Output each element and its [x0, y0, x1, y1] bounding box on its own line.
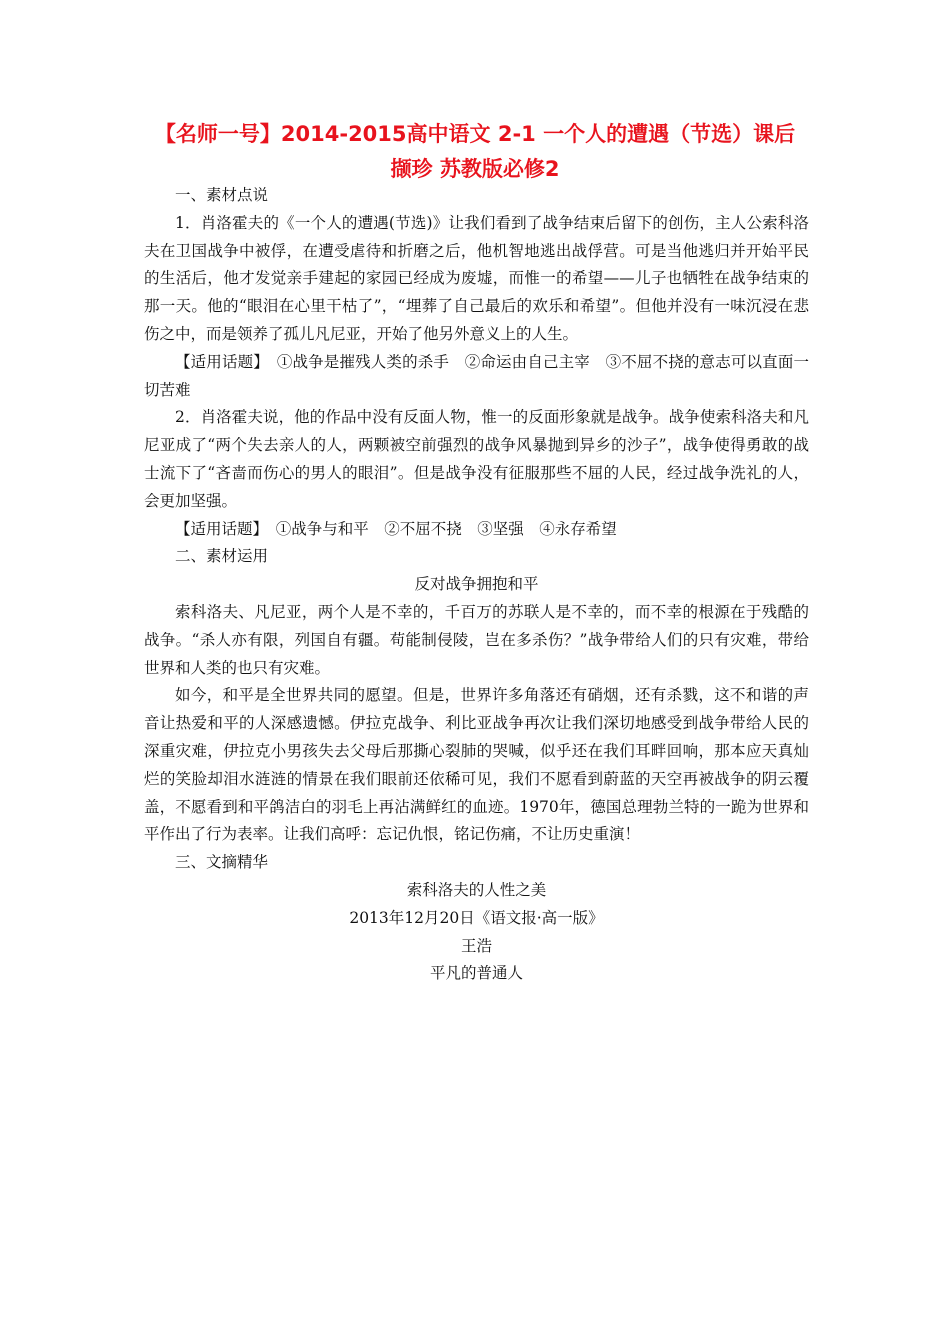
- essay-title: 反对战争拥抱和平: [414, 575, 539, 594]
- topics-2: 【适用话题】 ①战争与和平 ②不屈不挠 ③坚强 ④永存希望: [175, 519, 617, 538]
- document-title-line-1: 【名师一号】2014-2015高中语文 2-1 一个人的遭遇（节选）课后: [154, 122, 796, 146]
- section-heading-2: 二、素材运用: [175, 547, 269, 566]
- paragraph-4: 如今，和平是全世界共同的愿望。但是，世界许多角落还有硝烟，还有杀戮，这不和谐的声音让热爱和平的人深感遗憾。伊拉克战争、利比亚战争再次让我们深切地感受到战争带给人民的深重灾难，伊拉克小男孩失去父母后那撕心裂肺的哭喊，似乎还在我们耳畔回响，那本应天真灿烂的笑脸却泪水涟涟的情景在我们眼前还依稀可见，我们不愿看到蔚蓝的天空再被战争的阴云覆盖，不愿看到和平鸽洁白的羽毛上再沾满鲜红的血迹。1970年，德国总理勃兰特的一跪为世界和平作出了行为表率。让我们高呼：忘记仇恨，铭记伤痛，不让历史重演！: [144, 686, 809, 844]
- paragraph-2: 2．肖洛霍夫说，他的作品中没有反面人物，惟一的反面形象就是战争。战争使索科洛夫和凡尼亚成了“两个失去亲人的人，两颗被空前强烈的战争风暴抛到异乡的沙子”，战争使得勇敢的战士流下了“吝啬而伤心的男人的眼泪”。但是战争没有征服那些不屈的人民，经过战争洗礼的人，会更加坚强。: [144, 408, 809, 510]
- excerpt-subheading: 平凡的普通人: [429, 964, 523, 983]
- section-heading-3: 三、文摘精华: [175, 853, 269, 872]
- excerpt-source: 2013年12月20日《语文报·高一版》: [349, 908, 604, 927]
- section-heading-1: 一、素材点说: [175, 186, 269, 204]
- topics-1: 【适用话题】 ①战争是摧残人类的杀手 ②命运由自己主宰 ③不屈不挠的意志可以直面一切苦难: [144, 352, 809, 399]
- paragraph-1: 1．肖洛霍夫的《一个人的遭遇(节选)》让我们看到了战争结束后留下的创伤，主人公索科洛夫在卫国战争中被俘，在遭受虐待和折磨之后，他机智地逃出战俘营。可是当他逃归并开始平民的生活后，他才发觉亲手建起的家园已经成为废墟，而惟一的希望——儿子也牺牲在战争结束的那一天。他的“眼泪在心里干枯了”，“埋葬了自己最后的欢乐和希望”。但他并没有一味沉浸在悲伤之中，而是领养了孤儿凡尼亚，开始了他另外意义上的人生。: [144, 213, 809, 343]
- document-body: [144, 182, 809, 988]
- excerpt-title: 索科洛夫的人性之美: [406, 880, 547, 899]
- document-title-line-2: 撷珍 苏教版必修2: [390, 157, 560, 181]
- paragraph-3: 索科洛夫、凡尼亚，两个人是不幸的，千百万的苏联人是不幸的，而不幸的根源在于残酷的战争。“杀人亦有限，列国自有疆。苟能制侵陵，岂在多杀伤？”战争带给人们的只有灾难，带给世界和人类的也只有灾难。: [144, 602, 809, 677]
- excerpt-author: 王浩: [460, 936, 492, 955]
